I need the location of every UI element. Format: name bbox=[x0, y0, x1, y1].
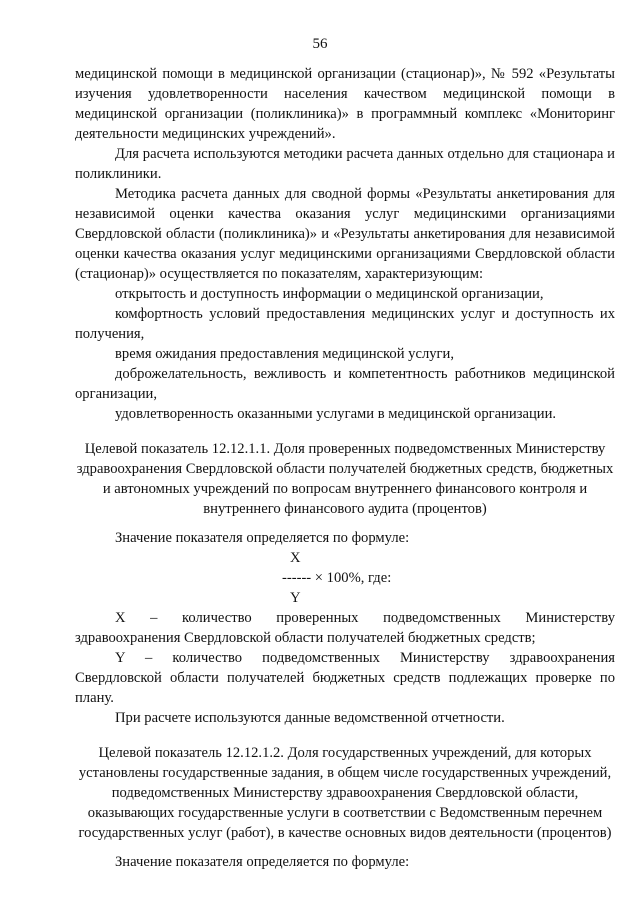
formula-variable-x: X – количество проверенных подведомственных Министерству здравоохранения Свердловской области получателей бюджетных средств; bbox=[75, 610, 615, 646]
criterion-courtesy: доброжелательность, вежливость и компетентность работников медицинской организации, bbox=[75, 366, 615, 402]
data-source-note: При расчете используются данные ведомственной отчетности. bbox=[115, 710, 505, 726]
criterion-satisfaction: удовлетворенность оказанными услугами в медицинской организации. bbox=[115, 406, 557, 422]
paragraph-methods: Для расчета используются методики расчета данных отдельно для стационара и поликлиники. bbox=[75, 146, 615, 182]
paragraph-report-forms: медицинской помощи в медицинской организации (стационар)», № 592 «Результаты изучения удовлетворенности населения качеством медицинской помощи в медицинской организации (поликлиника)» в программный комплекс «Мониторинг деятельности медицинских учреждений». bbox=[75, 66, 615, 142]
formula-1 bbox=[75, 548, 615, 608]
paragraph-method-summary: Методика расчета данных для сводной формы «Результаты анкетирования для независимой оценки качества оказания услуг медицинскими организациями Свердловской области (поликлиника)» и «Результаты анкетирования для независимой оценки качества оказания услуг медицинскими организациями Свердловской области (стационар)» осуществляется по показателям, характеризующим: bbox=[75, 186, 615, 282]
formula-fraction-line: ------ × 100%, где: bbox=[282, 570, 392, 586]
indicator-heading-12-12-1-1: Целевой показатель 12.12.1.1. Доля проверенных подведомственных Министерству здравоохранения Свердловской области получателей бюджетных средств, бюджетных и автономных учреждений по вопросам внутреннего финансового контроля и внутреннего финансового аудита (процентов) bbox=[76, 441, 614, 517]
criterion-comfort: комфортность условий предоставления медицинских услуг и доступность их получения, bbox=[75, 306, 615, 342]
formula-variable-y: Y – количество подведомственных Министерству здравоохранения Свердловской области получателей бюджетных средств подлежащих проверке по плану. bbox=[75, 650, 615, 706]
formula-intro-1: Значение показателя определяется по формуле: bbox=[115, 530, 410, 546]
page-number: 56 bbox=[312, 36, 328, 52]
formula-denominator: Y bbox=[290, 590, 301, 606]
formula-intro-2: Значение показателя определяется по формуле: bbox=[115, 854, 410, 870]
criterion-openness: открытость и доступность информации о медицинской организации, bbox=[115, 286, 544, 302]
page-content bbox=[75, 64, 615, 872]
criterion-waiting-time: время ожидания предоставления медицинской услуги, bbox=[115, 346, 454, 362]
indicator-heading-12-12-1-2: Целевой показатель 12.12.1.2. Доля государственных учреждений, для которых установлены государственные задания, в общем числе государственных учреждений, подведомственных Министерству здравоохранения Свердловской области, оказывающих государственные услуги в соответствии с Ведомственным перечнем государственных услуг (работ), в качестве основных видов деятельности (процентов) bbox=[78, 745, 612, 841]
formula-numerator: X bbox=[290, 550, 301, 566]
